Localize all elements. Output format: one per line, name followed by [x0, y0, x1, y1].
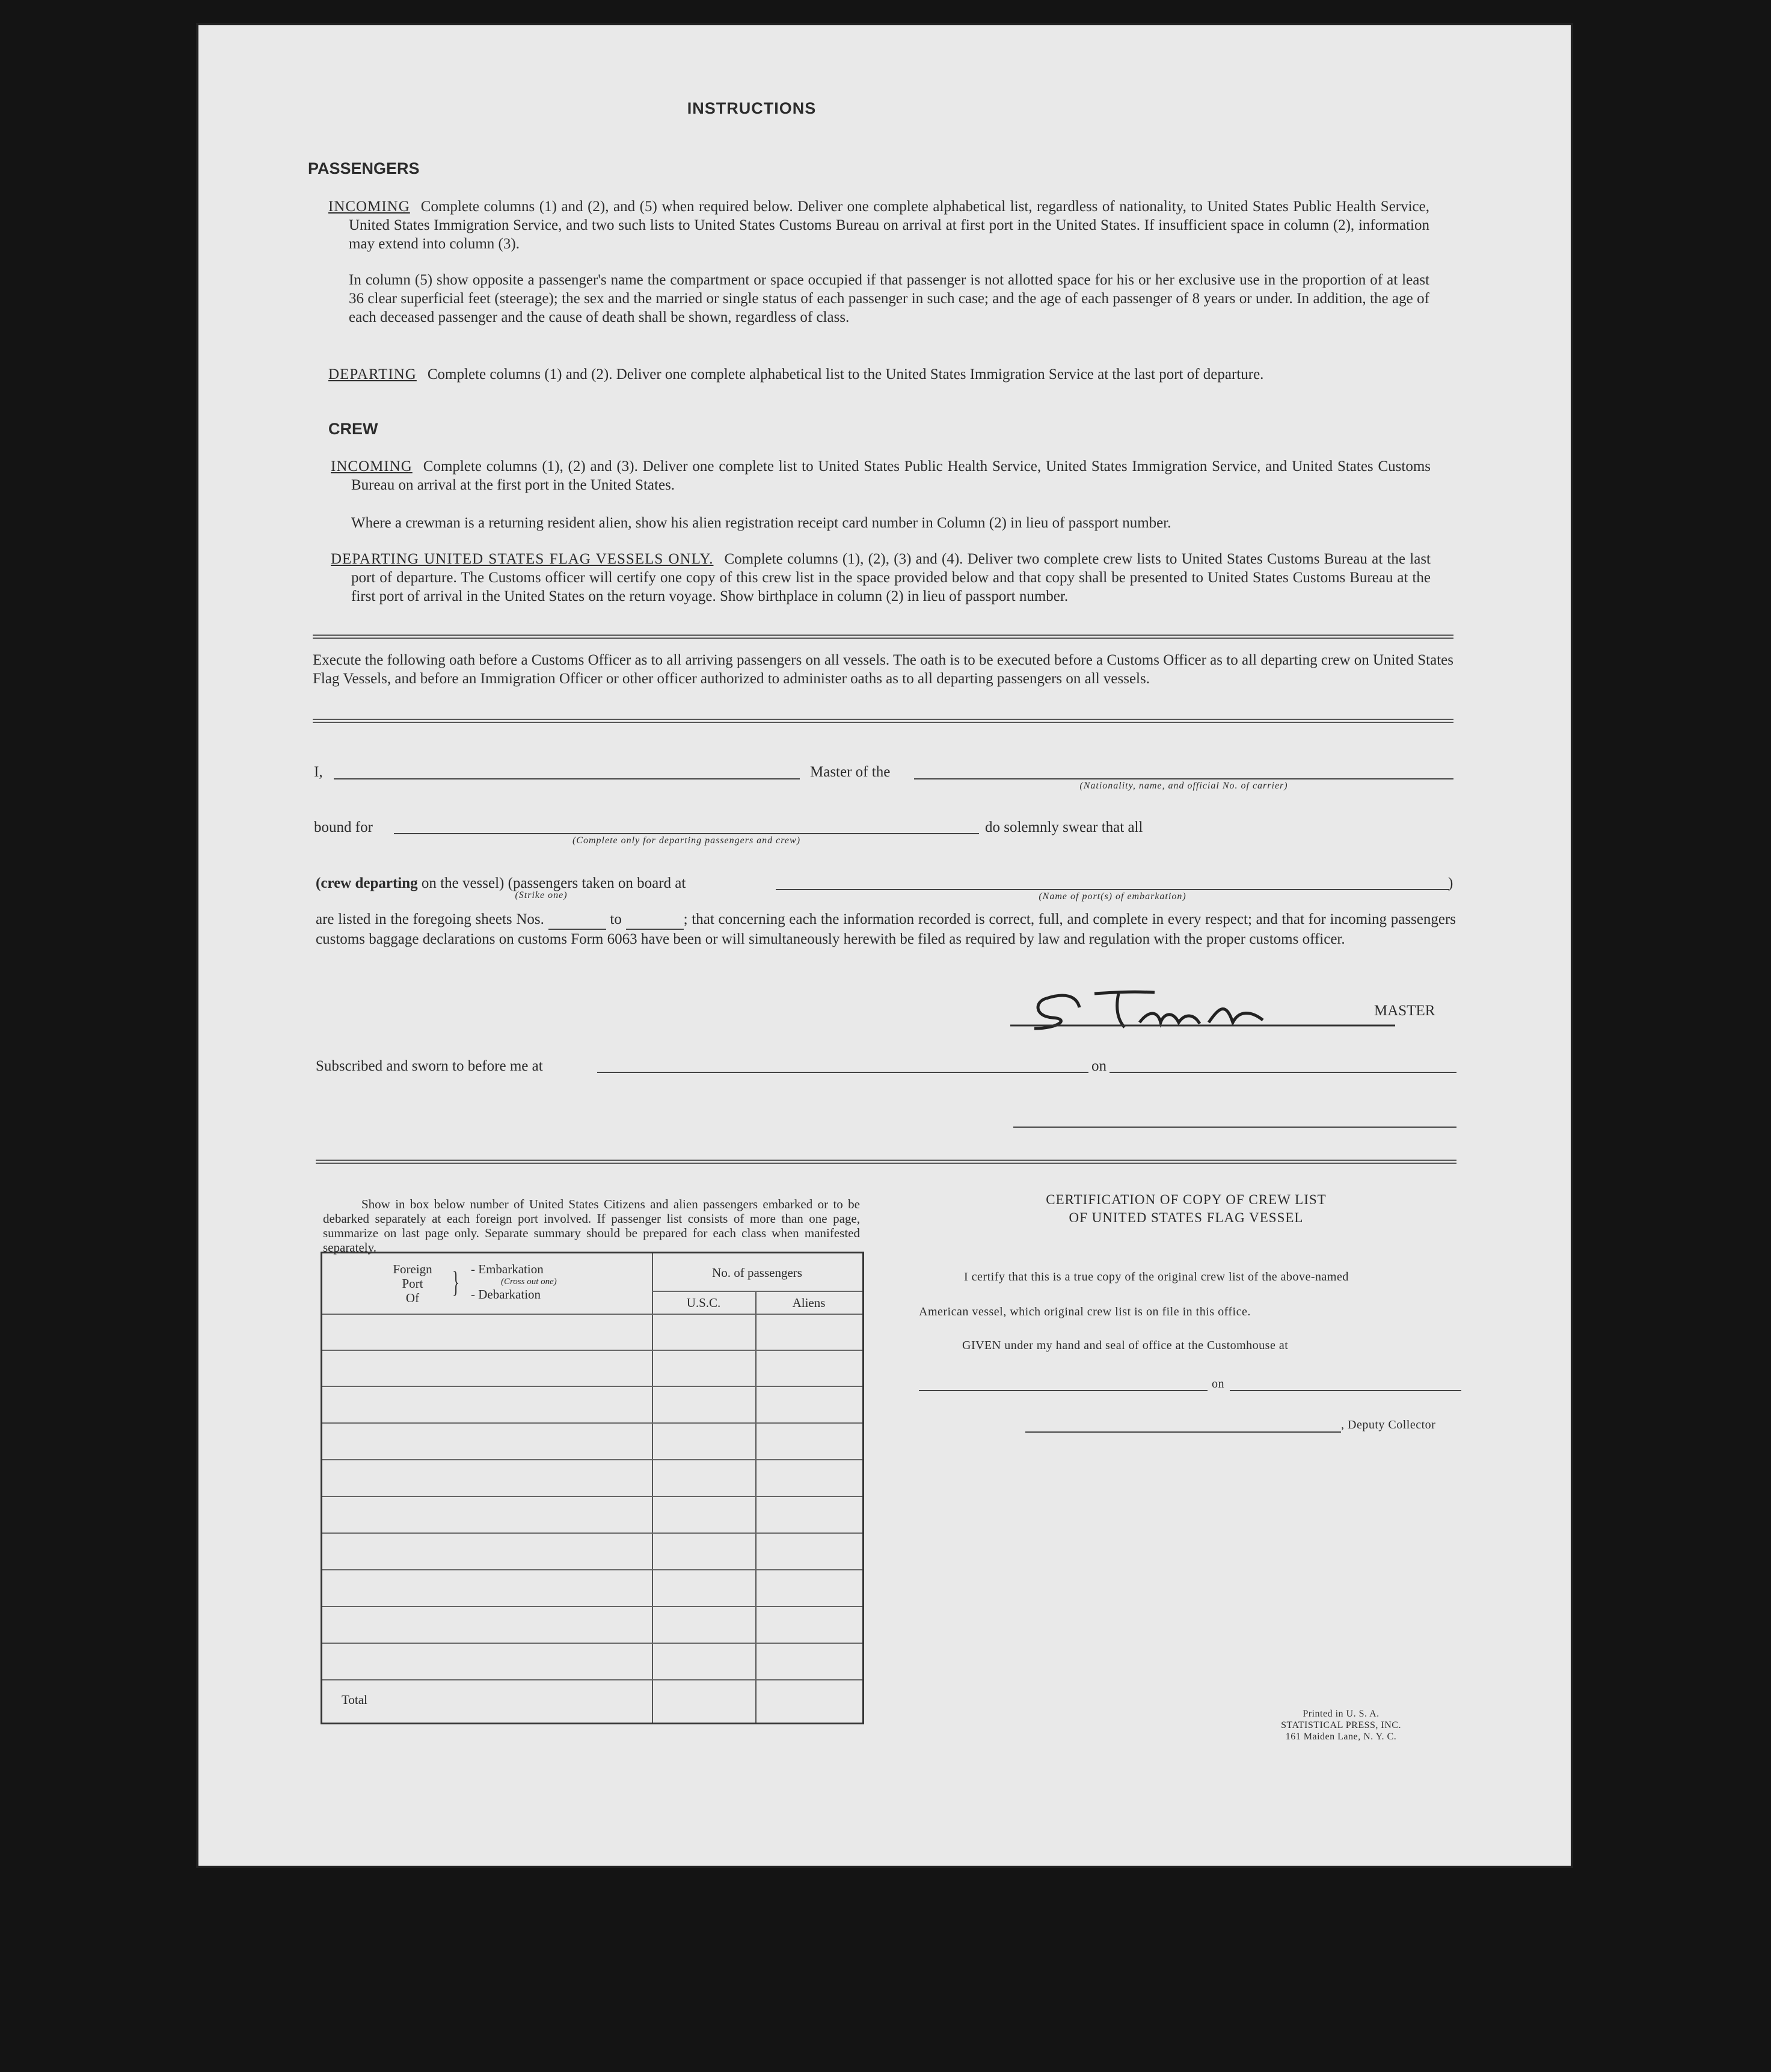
debarkation-option[interactable]: - Debarkation — [471, 1287, 541, 1302]
divider-rule — [313, 635, 1453, 639]
passengers-incoming-paragraph — [328, 197, 1429, 253]
passengers-departing-paragraph — [328, 365, 1429, 384]
listed-paragraph — [316, 910, 1456, 948]
close-paren: ) — [1448, 875, 1453, 891]
certify-line1: I certify that this is a true copy of the original crew list of the above-named — [964, 1270, 1349, 1283]
foreign-label: Foreign — [393, 1262, 432, 1276]
crew-incoming-lead: INCOMING — [331, 458, 413, 475]
customhouse-field[interactable] — [919, 1390, 1208, 1391]
deputy-collector-label: , Deputy Collector — [1341, 1418, 1436, 1431]
crew-incoming-paragraph — [331, 457, 1431, 494]
subscribed-label: Subscribed and sworn to before me at — [316, 1058, 543, 1074]
passengers-departing-text: Complete columns (1) and (2). Deliver one complete alphabetical list to the United States Immigration Service at the last port of departure. — [427, 366, 1264, 383]
deputy-collector-field[interactable] — [1025, 1431, 1341, 1433]
total-label: Total — [342, 1692, 367, 1707]
carrier-field[interactable] — [914, 778, 1453, 779]
subscribed-date-field[interactable] — [1110, 1072, 1456, 1073]
officer-signature-field[interactable] — [1013, 1127, 1456, 1128]
sheet-from-field[interactable] — [548, 910, 606, 930]
oath-i-label: I, — [314, 764, 323, 780]
aliens-header: Aliens — [792, 1296, 826, 1310]
certification-title — [920, 1191, 1452, 1227]
on-the-vessel-text: on the vessel) — [421, 875, 505, 891]
carrier-caption: (Nationality, name, and official No. of carrier) — [1079, 781, 1288, 791]
cross-out-note: (Cross out one) — [501, 1277, 557, 1287]
listed-text-c: ; that concerning each the information recorded is correct, full, and complete in every respect; and that for incoming passengers customs baggage declarations on customs Form 6063 have been or will simultaneously herewith be filed as required by law and regulation with the proper customs officer. — [316, 911, 1456, 947]
printer-line1: Printed in U. S. A. — [1303, 1709, 1380, 1719]
crew-departing-lead: DEPARTING UNITED STATES FLAG VESSELS ONLY. — [331, 551, 714, 567]
listed-text-b: to — [610, 911, 622, 927]
embarkation-port-field[interactable] — [776, 889, 1449, 890]
printer-line3: 161 Maiden Lane, N. Y. C. — [1285, 1732, 1397, 1742]
bound-for-caption: (Complete only for departing passengers and crew) — [572, 835, 801, 846]
crew-departing-option[interactable]: (crew departing — [316, 875, 418, 891]
embarkation-port-caption: (Name of port(s) of embarkation) — [1039, 891, 1186, 902]
passengers-departing-lead: DEPARTING — [328, 366, 417, 383]
passengers-taken-option[interactable]: (passengers taken on board at — [508, 875, 686, 891]
passenger-summary-table — [321, 1252, 864, 1724]
summary-instructions: Show in box below number of United States Citizens and alien passengers embarked or to be debarked separately at each foreign port involved. If passenger list consists of more than one page, summarize on last page only. Separate summary should be prepared for each class when manifested separately. — [323, 1197, 860, 1255]
embark-debark-options — [471, 1262, 557, 1302]
bound-for-field[interactable] — [394, 833, 979, 834]
strike-one-caption: (Strike one) — [515, 890, 568, 900]
cert-on-label: on — [1212, 1377, 1224, 1391]
solemnly-swear-text: do solemnly swear that all — [985, 819, 1143, 835]
passengers-incoming-lead: INCOMING — [328, 198, 410, 215]
crew-departing-paragraph — [331, 550, 1431, 606]
of-label: Of — [405, 1291, 420, 1305]
embarkation-option[interactable]: - Embarkation — [471, 1262, 544, 1276]
master-of-the-label: Master of the — [810, 764, 891, 780]
certification-title-line1: CERTIFICATION OF COPY OF CREW LIST — [1046, 1192, 1327, 1207]
passengers-heading: PASSENGERS — [308, 159, 420, 177]
certification-title-line2: OF UNITED STATES FLAG VESSEL — [1069, 1210, 1304, 1225]
cert-date-field[interactable] — [1230, 1390, 1461, 1391]
no-of-passengers-header: No. of passengers — [712, 1265, 802, 1280]
subscribed-place-field[interactable] — [597, 1072, 1088, 1073]
printer-line2: STATISTICAL PRESS, INC. — [1281, 1720, 1401, 1730]
crew-departing-text: Complete columns (1), (2), (3) and (4). Deliver two complete crew lists to United States Customs Bureau at the last port of departure. The Customs officer will certify one copy of this crew list in the space provided below and that copy shall be presented to United States Customs Bureau at the first port of arrival in the United States on the return voyage. Show birthplace in column (2) in lieu of passport number. — [351, 551, 1431, 604]
crew-resident-paragraph: Where a crewman is a returning resident alien, show his alien registration receipt card number in Column (2) in lieu of passport number. — [351, 515, 1171, 531]
divider-rule — [313, 719, 1453, 723]
certify-line2: American vessel, which original crew list is on file in this office. — [919, 1305, 1251, 1318]
divider-rule — [316, 1160, 1456, 1164]
crew-incoming-text: Complete columns (1), (2) and (3). Deliver one complete list to United States Public Health Service, United States Immigration Service, and United States Customs Bureau on arrival at the first port in the United States. — [351, 458, 1431, 493]
usc-header: U.S.C. — [686, 1296, 721, 1310]
instructions-title: INSTRUCTIONS — [687, 99, 817, 117]
foreign-port-of-header — [382, 1262, 443, 1305]
passengers-incoming-text: Complete columns (1) and (2), and (5) when required below. Deliver one complete alphabetical list, regardless of nationality, to United States Public Health Service, United States Immigration Service, and two such lists to United States Customs Bureau on arrival at first port in the United States. If insufficient space in column (2), information may extend into column (3). — [349, 198, 1429, 252]
given-text: GIVEN under my hand and seal of office at the Customhouse at — [962, 1339, 1289, 1352]
crew-heading: CREW — [328, 420, 378, 438]
brace-glyph: } — [452, 1265, 459, 1299]
sheet-to-field[interactable] — [626, 910, 684, 930]
oath-intro-paragraph: Execute the following oath before a Customs Officer as to all arriving passengers on all vessels. The oath is to be executed before a Customs Officer as to all departing crew on United States Flag Vessels, and before an Immigration Officer or other officer authorized to administer oaths as to all departing passengers on all vessels. — [313, 652, 1453, 687]
bound-for-label: bound for — [314, 819, 373, 835]
master-label: MASTER — [1374, 1003, 1435, 1019]
master-signature — [1010, 980, 1395, 1034]
passengers-column5-paragraph: In column (5) show opposite a passenger's name the compartment or space occupied if that passenger is not allotted space for his or her exclusive use in the proportion of at least 36 clear superficial feet (steerage); the sex and the married or single status of each passenger in such case; and the age of each passenger of 8 years or under. In addition, the age of each deceased passenger and the cause of death shall be shown, regardless of class. — [349, 272, 1429, 325]
listed-text-a: are listed in the foregoing sheets Nos. — [316, 911, 544, 927]
master-name-field[interactable] — [334, 778, 800, 779]
subscribed-on-label: on — [1091, 1058, 1106, 1074]
port-label: Port — [402, 1276, 423, 1291]
printer-imprint — [1251, 1708, 1431, 1742]
